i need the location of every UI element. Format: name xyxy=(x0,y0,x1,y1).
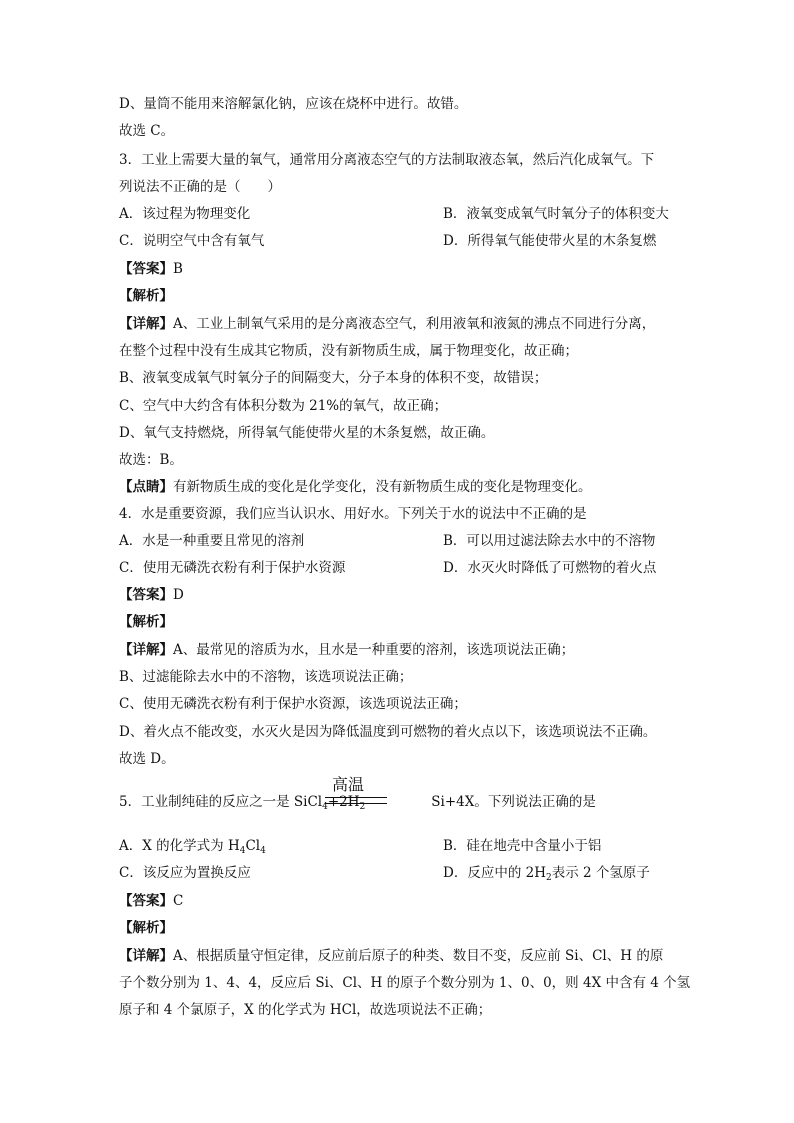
q5-detail-line3: 原子和 4 个氯原子，X 的化学式为 HCl，故选项说法不正确； xyxy=(119,1002,492,1018)
q3-detail-text1: A、工业上制氧气采用的是分离液态空气，利用液氧和液氮的沸点不同进行分离， xyxy=(173,316,656,332)
q5-reaction-condition: 高温 xyxy=(332,775,365,794)
q3-stem-line1: 3．工业上需要大量的氧气，通常用分离液态空气的方法制取液态氧，然后汽化成氧气。下 xyxy=(119,152,655,168)
q4-analysis-tag: 【解析】 xyxy=(119,614,173,630)
prev-conclusion: 故选 C。 xyxy=(119,123,175,139)
q3-analysis-tag: 【解析】 xyxy=(119,288,173,304)
q3-detail-line1 xyxy=(119,314,655,334)
q5-answer-value: C xyxy=(173,893,184,909)
q5-stem xyxy=(119,792,596,812)
q5-option-a-sub2: 4 xyxy=(260,846,266,856)
q5-eq-left-a-sub: 4 xyxy=(322,802,328,812)
q3-note-text: 有新物质生成的变化是化学变化，没有新物质生成的变化是物理变化。 xyxy=(173,479,592,495)
q5-option-d-sub: 2 xyxy=(545,873,552,883)
q5-detail-line2: 子个数分别为 1、4、4，反应后 Si、Cl、H 的原子个数分别为 1、0、0，则 4X 中含有 4 个氢 xyxy=(119,975,691,991)
q5-option-d-post: 表示 2 个氢原子 xyxy=(551,865,650,881)
q5-stem-post: 。下列说法正确的是 xyxy=(474,794,596,810)
q5-stem-pre: 5．工业制纯硅的反应之一是 xyxy=(119,794,294,810)
q5-answer-tag: 【答案】 xyxy=(119,893,173,909)
q5-eq-left-b: +2H xyxy=(327,794,360,810)
q5-eq-left-b-sub: 2 xyxy=(359,802,366,812)
q5-answer xyxy=(119,891,183,911)
prev-option-d-explanation: D、量筒不能用来溶解氯化钠，应该在烧杯中进行。故错。 xyxy=(119,96,468,112)
q5-option-c: C．该反应为置换反应 xyxy=(119,865,251,881)
q4-option-c: C．使用无磷洗衣粉有利于保护水资源 xyxy=(119,560,346,576)
q5-option-d-pre: D．反应中的 2H xyxy=(443,865,546,881)
q5-eq-left-a: SiCl xyxy=(293,794,323,810)
q3-detail-tag: 【详解】 xyxy=(119,316,173,332)
q5-option-a-sub1: 4 xyxy=(239,846,246,856)
q4-answer-tag: 【答案】 xyxy=(119,587,173,603)
q3-option-b: B．液氧变成氧气时氧分子的体积变大 xyxy=(443,206,669,222)
q3-conclusion: 故选：B。 xyxy=(119,452,183,468)
q4-detail-line2: B、过滤能除去水中的不溶物，该选项说法正确； xyxy=(119,669,413,685)
q3-answer xyxy=(119,259,183,279)
q4-detail-line1 xyxy=(119,640,574,660)
q3-answer-value: B xyxy=(173,261,183,277)
q3-stem-line2: 列说法不正确的是（ ） xyxy=(119,179,281,195)
q5-option-b: B．硅在地壳中含量小于铝 xyxy=(443,838,602,854)
q3-note xyxy=(119,477,592,497)
q3-detail-line5: D、氧气支持燃烧，所得氧气能使带火星的木条复燃，故正确。 xyxy=(119,425,495,441)
q3-detail-line4: C、空气中大约含有体积分数为 21%的氧气，故正确； xyxy=(119,398,448,414)
q5-detail-text1: A、根据质量守恒定律，反应前后原子的种类、数目不变，反应前 Si、Cl、H 的原 xyxy=(173,948,664,964)
q5-eq-right: Si+4X xyxy=(431,794,475,810)
q4-conclusion: 故选 D。 xyxy=(119,751,175,767)
q4-answer xyxy=(119,585,184,605)
q4-detail-tag: 【详解】 xyxy=(119,642,173,658)
q5-detail-tag: 【详解】 xyxy=(119,948,173,964)
q5-detail-line1 xyxy=(119,946,663,966)
q4-stem: 4．水是重要资源，我们应当认识水、用好水。下列关于水的说法中不正确的是 xyxy=(119,506,587,522)
q5-analysis-tag: 【解析】 xyxy=(119,920,173,936)
q3-note-tag: 【点睛】 xyxy=(119,479,173,495)
q3-option-c: C．说明空气中含有氧气 xyxy=(119,233,265,249)
q3-option-a: A．该过程为物理变化 xyxy=(119,206,251,222)
q4-detail-line3: C、使用无磷洗衣粉有利于保护水资源，该选项说法正确； xyxy=(119,696,467,712)
q4-option-d: D．水灭火时降低了可燃物的着火点 xyxy=(443,560,657,576)
q4-detail-line4: D、着火点不能改变，水灭火是因为降低温度到可燃物的着火点以下，该选项说法不正确。 xyxy=(119,724,657,740)
q4-detail-text1: A、最常见的溶质为水，且水是一种重要的溶剂，该选项说法正确； xyxy=(173,642,575,658)
q5-option-d xyxy=(443,863,650,883)
q3-option-d: D．所得氧气能使带火星的木条复燃 xyxy=(443,233,657,249)
q3-detail-line3: B、液氧变成氧气时氧分子的间隔变大，分子本身的体积不变，故错误； xyxy=(119,370,548,386)
q4-option-a: A．水是一种重要且常见的溶剂 xyxy=(119,533,305,549)
q3-detail-line2: 在整个过程中没有生成其它物质，没有新物质生成，属于物理变化，故正确； xyxy=(119,343,578,359)
q4-answer-value: D xyxy=(173,587,184,603)
q5-option-a-mid: Cl xyxy=(245,838,261,854)
q4-option-b: B．可以用过滤法除去水中的不溶物 xyxy=(443,533,656,549)
q3-answer-tag: 【答案】 xyxy=(119,261,173,277)
q5-option-a xyxy=(119,836,266,856)
q5-option-a-pre: A．X 的化学式为 H xyxy=(119,838,240,854)
